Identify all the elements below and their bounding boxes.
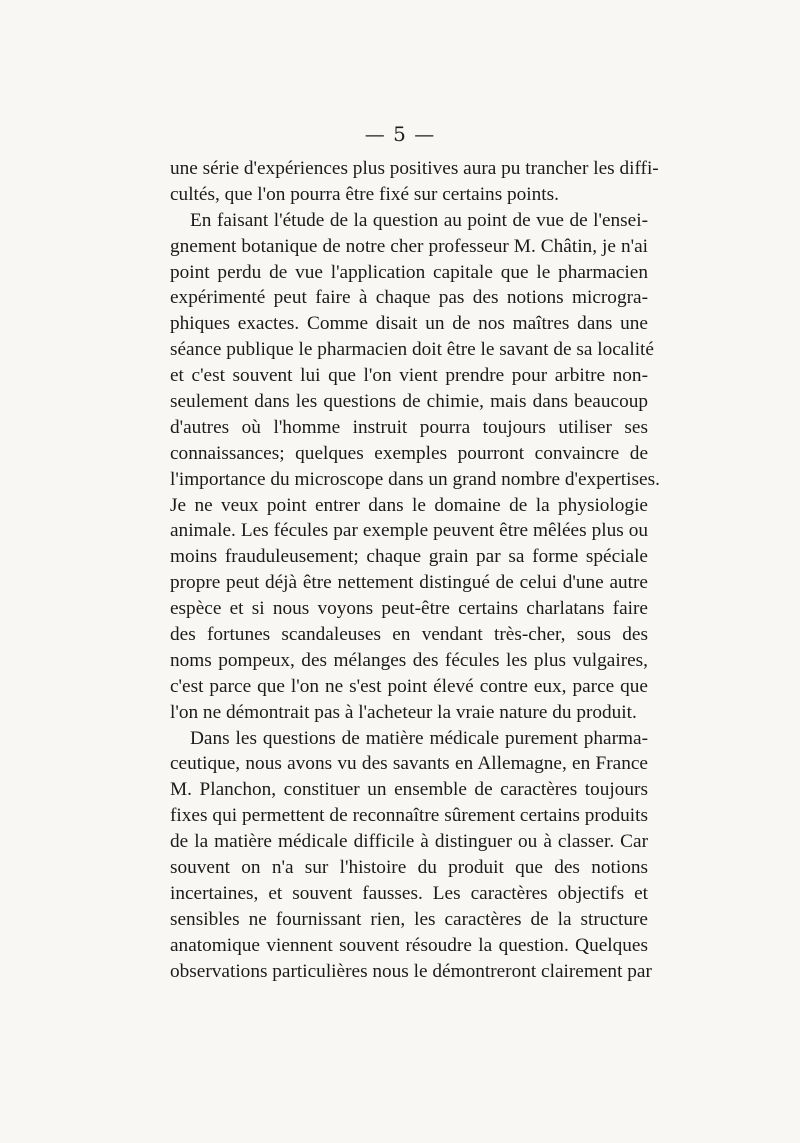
text-line: point perdu de vue l'application capitale que le pharmacien [170, 261, 648, 283]
text-line: phiques exactes. Comme disait un de nos maîtres dans une [170, 313, 648, 335]
text-line: séance publique le pharmacien doit être le savant de sa localité [170, 339, 654, 361]
text-line: cultés, que l'on pourra être fixé sur certains points. [170, 183, 559, 205]
text-line: animale. Les fécules par exemple peuvent être mêlées plus ou [170, 520, 648, 542]
text-line: propre peut déjà être nettement distingué de celui d'une autre [170, 572, 648, 594]
text-line: l'importance du microscope dans un grand nombre d'expertises. [170, 468, 660, 490]
text-line: l'on ne démontrait pas à l'acheteur la vraie nature du produit. [170, 701, 637, 723]
text-line: anatomique viennent souvent résoudre la question. Quelques [170, 934, 648, 956]
text-line: En faisant l'étude de la question au point de vue de l'ensei- [190, 209, 648, 231]
text-line: c'est parce que l'on ne s'est point élevé contre eux, parce que [170, 675, 648, 697]
text-line: connaissances; quelques exemples pourront convaincre de [170, 442, 648, 464]
text-line: des fortunes scandaleuses en vendant très-cher, sous des [170, 624, 648, 646]
text-line: sensibles ne fournissant rien, les caractères de la structure [170, 908, 648, 930]
text-line: de la matière médicale difficile à distinguer ou à classer. Car [170, 831, 648, 853]
text-line: moins frauduleusement; chaque grain par sa forme spéciale [170, 546, 648, 568]
text-line: expérimenté peut faire à chaque pas des notions microgra- [170, 287, 648, 309]
page-number: — 5 — [364, 122, 436, 146]
text-line: Je ne veux point entrer dans le domaine de la physiologie [170, 494, 648, 516]
text-line: et c'est souvent lui que l'on vient prendre pour arbitre non- [170, 365, 648, 387]
text-line: noms pompeux, des mélanges des fécules les plus vulgaires, [170, 649, 648, 671]
text-line: observations particulières nous le démontreront clairement par [170, 960, 652, 982]
text-line: ceutique, nous avons vu des savants en Allemagne, en France [170, 753, 648, 775]
text-line: incertaines, et souvent fausses. Les caractères objectifs et [170, 882, 648, 904]
text-line: seulement dans les questions de chimie, mais dans beaucoup [170, 391, 648, 413]
text-line: espèce et si nous voyons peut-être certains charlatans faire [170, 598, 648, 620]
text-line: d'autres où l'homme instruit pourra toujours utiliser ses [170, 416, 648, 438]
body-text [170, 156, 660, 985]
text-line: M. Planchon, constituer un ensemble de caractères toujours [170, 779, 648, 801]
text-line: gnement botanique de notre cher professeur M. Châtin, je n'ai [170, 235, 648, 257]
text-line: fixes qui permettent de reconnaître sûrement certains produits [170, 805, 648, 827]
text-line: une série d'expériences plus positives aura pu trancher les diffi- [170, 158, 659, 179]
text-line: Dans les questions de matière médicale purement pharma- [190, 727, 648, 749]
text-line: souvent on n'a sur l'histoire du produit que des notions [170, 857, 648, 879]
